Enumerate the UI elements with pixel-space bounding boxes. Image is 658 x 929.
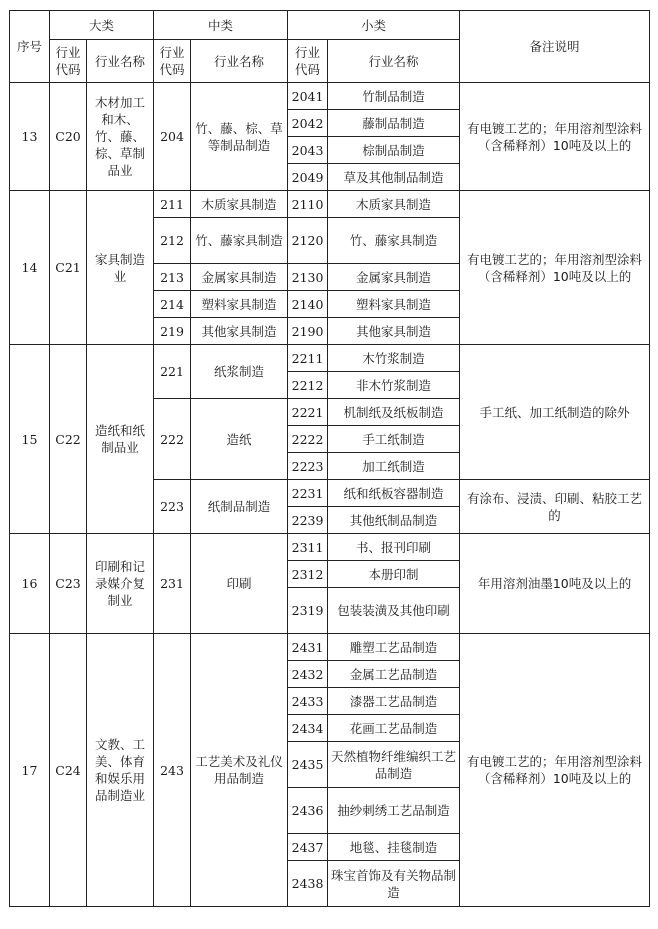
remark-note: 有电镀工艺的；年用溶剂型涂料（含稀释剂）10吨及以上的	[460, 83, 650, 191]
middle-code: 214	[154, 291, 191, 318]
header-major-category: 大类	[50, 11, 154, 40]
minor-code: 2319	[288, 588, 328, 634]
minor-name: 草及其他制品制造	[328, 164, 460, 191]
minor-code: 2212	[288, 372, 328, 399]
minor-code: 2436	[288, 788, 328, 834]
middle-code: 204	[154, 83, 191, 191]
minor-name: 藤制品制造	[328, 110, 460, 137]
major-code: C20	[50, 83, 87, 191]
minor-name: 手工纸制造	[328, 426, 460, 453]
minor-code: 2438	[288, 861, 328, 907]
minor-name: 非木竹浆制造	[328, 372, 460, 399]
minor-name: 天然植物纤维编织工艺品制造	[328, 742, 460, 788]
minor-code: 2140	[288, 291, 328, 318]
middle-code: 221	[154, 345, 191, 399]
major-name: 文教、工美、体育和娱乐用品制造业	[87, 634, 154, 907]
header-middle-name: 行业名称	[191, 40, 288, 83]
minor-code: 2041	[288, 83, 328, 110]
middle-name: 造纸	[191, 399, 288, 480]
header-minor-code: 行业代码	[288, 40, 328, 83]
industry-classification-table	[9, 10, 650, 907]
middle-name: 木质家具制造	[191, 191, 288, 218]
minor-code: 2431	[288, 634, 328, 661]
minor-code: 2042	[288, 110, 328, 137]
minor-name: 棕制品制造	[328, 137, 460, 164]
minor-code: 2211	[288, 345, 328, 372]
header-major-code: 行业代码	[50, 40, 87, 83]
minor-name: 金属工艺品制造	[328, 661, 460, 688]
minor-name: 包装装潢及其他印刷	[328, 588, 460, 634]
middle-code: 213	[154, 264, 191, 291]
remark-note: 有电镀工艺的；年用溶剂型涂料（含稀释剂）10吨及以上的	[460, 191, 650, 345]
middle-name: 金属家具制造	[191, 264, 288, 291]
minor-code: 2049	[288, 164, 328, 191]
major-code: C21	[50, 191, 87, 345]
table-body	[10, 83, 650, 907]
remark-note: 有涂布、浸渍、印刷、粘胶工艺的	[460, 480, 650, 534]
middle-name: 纸制品制造	[191, 480, 288, 534]
header-minor-name: 行业名称	[328, 40, 460, 83]
minor-name: 塑料家具制造	[328, 291, 460, 318]
classification-table-container	[9, 10, 650, 907]
minor-code: 2312	[288, 561, 328, 588]
middle-name: 塑料家具制造	[191, 291, 288, 318]
middle-code: 243	[154, 634, 191, 907]
minor-name: 木竹浆制造	[328, 345, 460, 372]
minor-code: 2223	[288, 453, 328, 480]
minor-code: 2434	[288, 715, 328, 742]
minor-name: 竹、藤家具制造	[328, 218, 460, 264]
minor-code: 2239	[288, 507, 328, 534]
minor-name: 本册印制	[328, 561, 460, 588]
minor-code: 2222	[288, 426, 328, 453]
header-remark: 备注说明	[460, 11, 650, 83]
minor-name: 抽纱刺绣工艺品制造	[328, 788, 460, 834]
major-name: 造纸和纸制品业	[87, 345, 154, 534]
group-seq: 16	[10, 534, 50, 634]
major-code: C22	[50, 345, 87, 534]
group-seq: 14	[10, 191, 50, 345]
middle-code: 223	[154, 480, 191, 534]
minor-name: 金属家具制造	[328, 264, 460, 291]
header-middle-category: 中类	[154, 11, 288, 40]
major-code: C24	[50, 634, 87, 907]
minor-name: 漆器工艺品制造	[328, 688, 460, 715]
minor-name: 其他家具制造	[328, 318, 460, 345]
middle-name: 竹、藤、棕、草等制品制造	[191, 83, 288, 191]
minor-code: 2120	[288, 218, 328, 264]
major-name: 家具制造业	[87, 191, 154, 345]
minor-name: 机制纸及纸板制造	[328, 399, 460, 426]
middle-name: 竹、藤家具制造	[191, 218, 288, 264]
middle-name: 纸浆制造	[191, 345, 288, 399]
minor-code: 2130	[288, 264, 328, 291]
minor-code: 2433	[288, 688, 328, 715]
minor-name: 加工纸制造	[328, 453, 460, 480]
major-name: 木材加工和木、竹、藤、棕、草制品业	[87, 83, 154, 191]
remark-note: 有电镀工艺的；年用溶剂型涂料（含稀释剂）10吨及以上的	[460, 634, 650, 907]
table-row	[10, 83, 650, 110]
minor-code: 2043	[288, 137, 328, 164]
minor-name: 花画工艺品制造	[328, 715, 460, 742]
remark-note: 年用溶剂油墨10吨及以上的	[460, 534, 650, 634]
minor-name: 其他纸制品制造	[328, 507, 460, 534]
group-seq: 17	[10, 634, 50, 907]
minor-name: 珠宝首饰及有关物品制造	[328, 861, 460, 907]
minor-code: 2221	[288, 399, 328, 426]
minor-code: 2432	[288, 661, 328, 688]
minor-code: 2231	[288, 480, 328, 507]
header-middle-code: 行业代码	[154, 40, 191, 83]
middle-code: 211	[154, 191, 191, 218]
middle-code: 222	[154, 399, 191, 480]
table-row	[10, 345, 650, 372]
minor-name: 雕塑工艺品制造	[328, 634, 460, 661]
header-seq: 序号	[10, 11, 50, 83]
table-row	[10, 534, 650, 561]
remark-note: 手工纸、加工纸制造的除外	[460, 345, 650, 480]
minor-name: 木质家具制造	[328, 191, 460, 218]
middle-name: 工艺美术及礼仪用品制造	[191, 634, 288, 907]
group-seq: 15	[10, 345, 50, 534]
minor-code: 2110	[288, 191, 328, 218]
minor-name: 书、报刊印刷	[328, 534, 460, 561]
minor-code: 2437	[288, 834, 328, 861]
group-seq: 13	[10, 83, 50, 191]
middle-name: 其他家具制造	[191, 318, 288, 345]
minor-name: 竹制品制造	[328, 83, 460, 110]
middle-name: 印刷	[191, 534, 288, 634]
minor-code: 2190	[288, 318, 328, 345]
minor-code: 2435	[288, 742, 328, 788]
minor-name: 地毯、挂毯制造	[328, 834, 460, 861]
header-minor-category: 小类	[288, 11, 460, 40]
header-major-name: 行业名称	[87, 40, 154, 83]
table-row	[10, 191, 650, 218]
middle-code: 212	[154, 218, 191, 264]
middle-code: 231	[154, 534, 191, 634]
table-row	[10, 634, 650, 661]
major-code: C23	[50, 534, 87, 634]
minor-code: 2311	[288, 534, 328, 561]
middle-code: 219	[154, 318, 191, 345]
minor-name: 纸和纸板容器制造	[328, 480, 460, 507]
major-name: 印刷和记录媒介复制业	[87, 534, 154, 634]
